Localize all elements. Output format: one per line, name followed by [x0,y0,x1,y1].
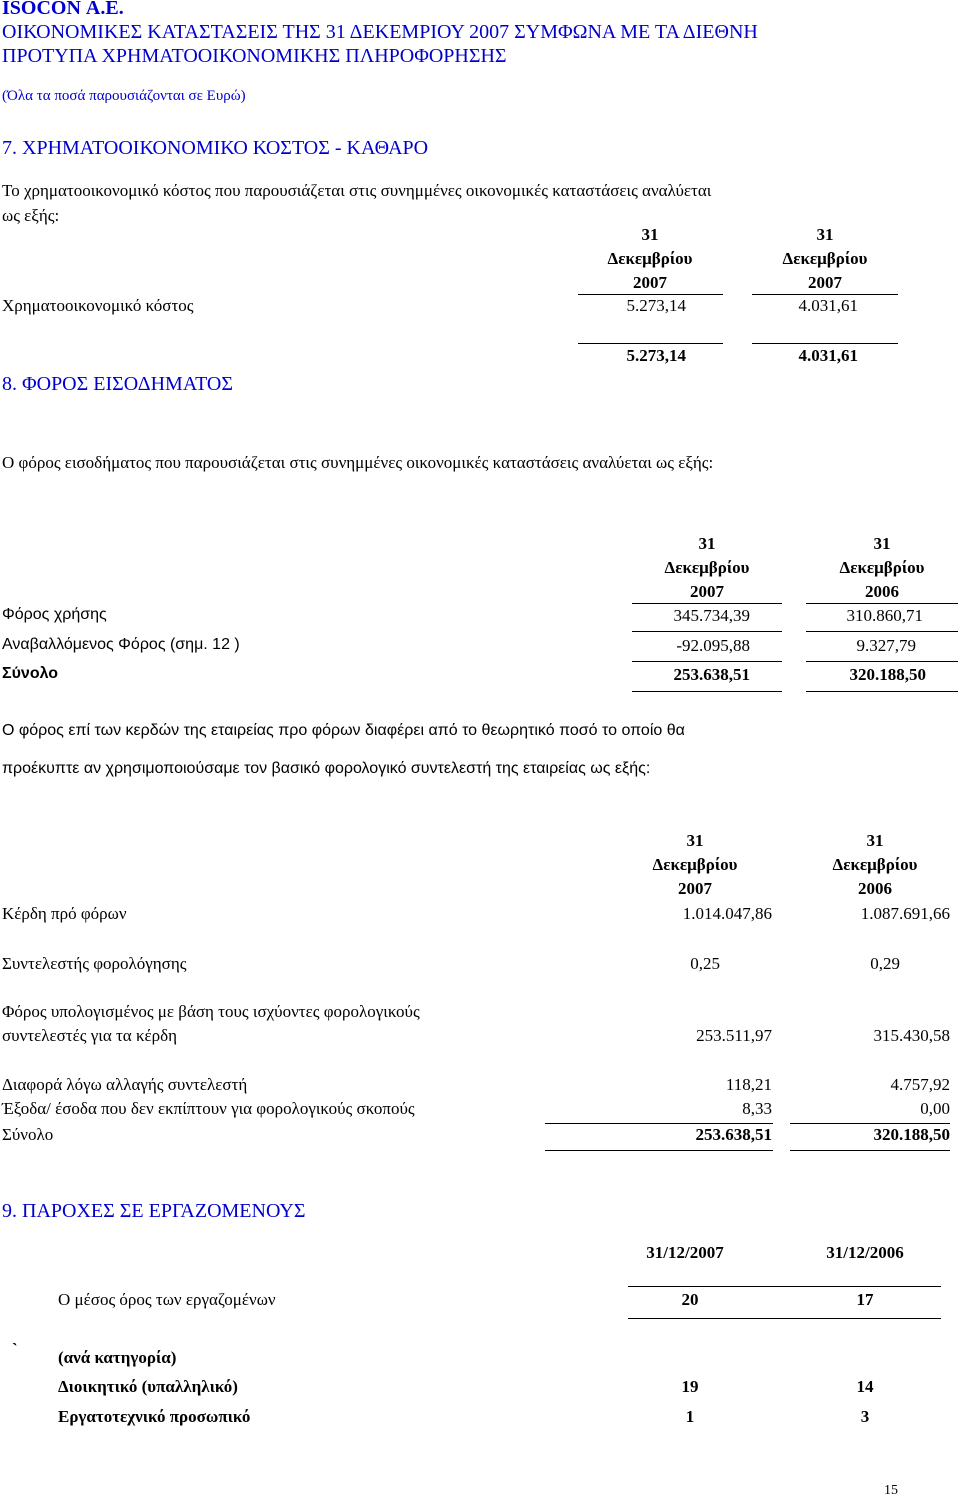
section8-row1-rule1 [632,631,782,632]
non-deductible-label: Έξοδα/ έσοδα που δεν εκπίπτουν για φορολογικούς σκοπούς [2,1099,415,1118]
section8-col2-header: 31 Δεκεμβρίου 2006 [839,534,925,601]
reconciliation-intro-line1: Ο φόρος επί των κερδών της εταιρείας προ φόρων διαφέρει από το θεωρητικό ποσό το οποίο θα [2,722,685,739]
recon-total-underline2 [790,1150,950,1151]
section8-row1-rule2 [806,631,958,632]
finance-cost-2007b: 4.031,61 [798,296,858,315]
finance-cost-2007: 5.273,14 [626,296,686,315]
tax-current-2007: 345.734,39 [673,606,750,625]
rate-change-2007: 118,21 [725,1075,772,1094]
section7-col2-rule [752,294,898,295]
section8-title: 8. ΦΟΡΟΣ ΕΙΣΟΔΗΜΑΤΟΣ [2,373,234,395]
computed-tax-2007: 253.511,97 [696,1026,772,1045]
section7-title: 7. ΧΡΗΜΑΤΟΟΙΚΟΝΟΜΙΚΟ ΚΟΣΤΟΣ - ΚΑΘΑΡΟ [2,137,429,159]
computed-tax-label-line2: συντελεστές για τα κέρδη [2,1026,178,1045]
finance-cost-label: Χρηματοοικονομικό κόστος [2,296,194,315]
section8-row2-rule1 [632,661,782,662]
section9-avg-rule [628,1318,941,1319]
recon-col1-header: 31 Δεκεμβρίου 2007 [652,831,738,898]
section9-col2-header: 31/12/2006 [826,1243,904,1262]
finance-cost-total-2007b: 4.031,61 [798,346,858,365]
tax-total-2006: 320.188,50 [849,665,926,684]
avg-employees-label: Ο μέσος όρος των εργαζομένων [58,1290,276,1309]
by-category-label: (ανά κατηγορία) [58,1348,177,1367]
finance-cost-total-2007: 5.273,14 [626,346,686,365]
recon-col2-header: 31 Δεκεμβρίου 2006 [832,831,918,898]
non-deductible-2006: 0,00 [920,1099,950,1118]
section7-intro-line2: ως εξής: [2,206,60,225]
page-number: 15 [884,1483,898,1498]
rate-change-label: Διαφορά λόγω αλλαγής συντελεστή [2,1075,248,1094]
section7-intro-line1: Το χρηματοοικονομικό κόστος που παρουσιάζεται στις συνημμένες οικονομικές καταστάσεις αναλύεται [2,181,712,200]
section8-intro: Ο φόρος εισοδήματος που παρουσιάζεται στις συνημμένες οικονομικές καταστάσεις αναλύεται ως εξής: [2,453,714,472]
section7-col1-rule [578,294,723,295]
non-deductible-2007: 8,33 [742,1099,772,1118]
tax-total-label: Σύνολο [2,665,59,682]
pretax-profit-2007: 1.014.047,86 [682,904,772,923]
stray-mark: ` [12,1340,18,1359]
recon-total-2006: 320.188,50 [873,1125,950,1144]
avg-employees-2007: 20 [681,1290,699,1309]
computed-tax-2006: 315.430,58 [873,1026,950,1045]
recon-total-rule1 [545,1123,773,1124]
section9-col1-header: 31/12/2007 [646,1243,724,1262]
section8-col1-header: 31 Δεκεμβρίου 2007 [664,534,750,601]
tax-deferred-2007: -92.095,88 [676,636,750,655]
labor-staff-2007: 1 [685,1407,695,1426]
section9-header-rule [628,1286,941,1287]
computed-tax-label-line1: Φόρος υπολογισμένος με βάση τους ισχύοντες φορολογικούς [2,1002,420,1021]
admin-staff-2007: 19 [681,1377,699,1396]
section8-row2-rule2 [806,661,958,662]
tax-current-2006: 310.860,71 [846,606,923,625]
admin-staff-label: Διοικητικό (υπαλληλικό) [58,1377,238,1396]
rate-change-2006: 4.757,92 [890,1075,950,1094]
section7-col2-header: 31 Δεκεμβρίου 2007 [782,225,868,292]
tax-current-label: Φόρος χρήσης [2,606,107,623]
statement-title-line2: ΠΡΟΤΥΠΑ ΧΡΗΜΑΤΟΟΙΚΟΝΟΜΙΚΗΣ ΠΛΗΡΟΦΟΡΗΣΗΣ [2,45,507,67]
company-name: ISOCON Α.Ε. [2,0,124,19]
labor-staff-label: Εργατοτεχνικό προσωπικό [58,1407,251,1426]
statement-title-line1: ΟΙΚΟΝΟΜΙΚΕΣ ΚΑΤΑΣΤΑΣΕΙΣ ΤΗΣ 31 ΔΕΚΕΜΡΙΟΥ 2007 ΣΥΜΦΩΝΑ ΜΕ ΤΑ ΔΙΕΘΝΗ [2,21,758,43]
tax-rate-2006: 0,29 [870,954,900,973]
tax-deferred-2006: 9.327,79 [856,636,916,655]
section8-total-rule1 [632,691,782,692]
recon-total-underline1 [545,1150,773,1151]
recon-total-label: Σύνολο [2,1125,54,1144]
recon-total-2007: 253.638,51 [695,1125,772,1144]
section7-total-rule2 [752,343,898,344]
tax-deferred-label: Αναβαλλόμενος Φόρος (σημ. 12 ) [2,636,240,653]
avg-employees-2006: 17 [856,1290,874,1309]
section7-col1-header: 31 Δεκεμβρίου 2007 [607,225,693,292]
recon-total-rule2 [790,1123,950,1124]
labor-staff-2006: 3 [860,1407,870,1426]
pretax-profit-label: Κέρδη πρό φόρων [2,904,127,923]
section8-col1-rule [632,603,782,604]
pretax-profit-2006: 1.087.691,66 [860,904,950,923]
section8-total-rule2 [806,691,958,692]
tax-total-2007: 253.638,51 [673,665,750,684]
tax-rate-label: Συντελεστής φορολόγησης [2,954,187,973]
tax-rate-2007: 0,25 [690,954,720,973]
section9-title: 9. ΠΑΡΟΧΕΣ ΣΕ ΕΡΓΑΖΟΜΕΝΟΥΣ [2,1200,306,1222]
section7-total-rule1 [578,343,723,344]
section8-col2-rule [806,603,958,604]
currency-note: (Όλα τα ποσά παρουσιάζονται σε Ευρώ) [2,88,246,104]
reconciliation-intro-line2: προέκυπτε αν χρησιμοποιούσαμε τον βασικό φορολογικό συντελεστή της εταιρείας ως εξής: [2,760,651,777]
admin-staff-2006: 14 [856,1377,874,1396]
